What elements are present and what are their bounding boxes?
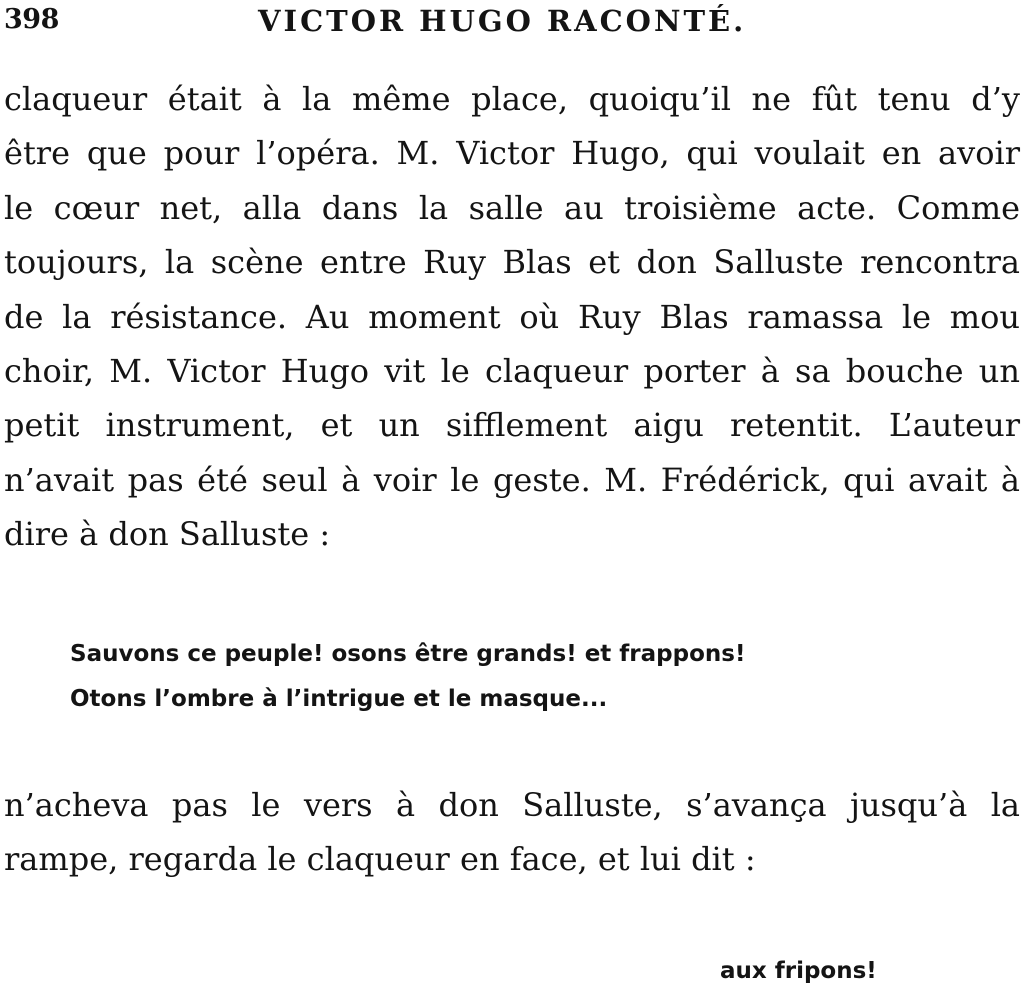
text-line: de la résistance. Au moment où Ruy Blas ramassa le mou (4, 297, 1020, 336)
verse-line: Sauvons ce peuple! osons être grands! et frappons! (70, 641, 746, 667)
verse-quotation (70, 632, 745, 722)
text-line: rampe, regarda le claqueur en face, et lui dit : (4, 840, 756, 879)
text-line: n’acheva pas le vers à don Salluste, s’avança jusqu’à la (4, 786, 1020, 824)
text-line: n’avait pas été seul à voir le geste. M. Frédérick, qui avait à (4, 460, 1020, 499)
text-line: le cœur net, alla dans la salle au troisième acte. Comme (4, 188, 1020, 227)
verse-line: Otons l’ombre à l’intrigue et le masque... (70, 686, 608, 712)
paragraph-2 (4, 778, 1020, 887)
text-line: petit instrument, et un sifflement aigu retentit. L’auteur (4, 406, 1020, 445)
text-line: dire à don Salluste : (4, 515, 331, 554)
text-line: claqueur était à la même place, quoiqu’il ne fût tenu d’y (4, 80, 1020, 118)
text-line: choir, M. Victor Hugo vit le claqueur porter à sa bouche un (4, 352, 1020, 391)
running-title: VICTOR HUGO RACONTÉ. (258, 4, 747, 38)
page-number: 398 (4, 4, 59, 35)
verse-continuation: aux fripons! (720, 958, 877, 984)
running-head (0, 2, 1024, 42)
text-line: être que pour l’opéra. M. Victor Hugo, qui voulait en avoir (4, 134, 1020, 173)
text-line: toujours, la scène entre Ruy Blas et don Salluste rencontra (4, 243, 1020, 282)
paragraph-1 (4, 72, 1020, 562)
